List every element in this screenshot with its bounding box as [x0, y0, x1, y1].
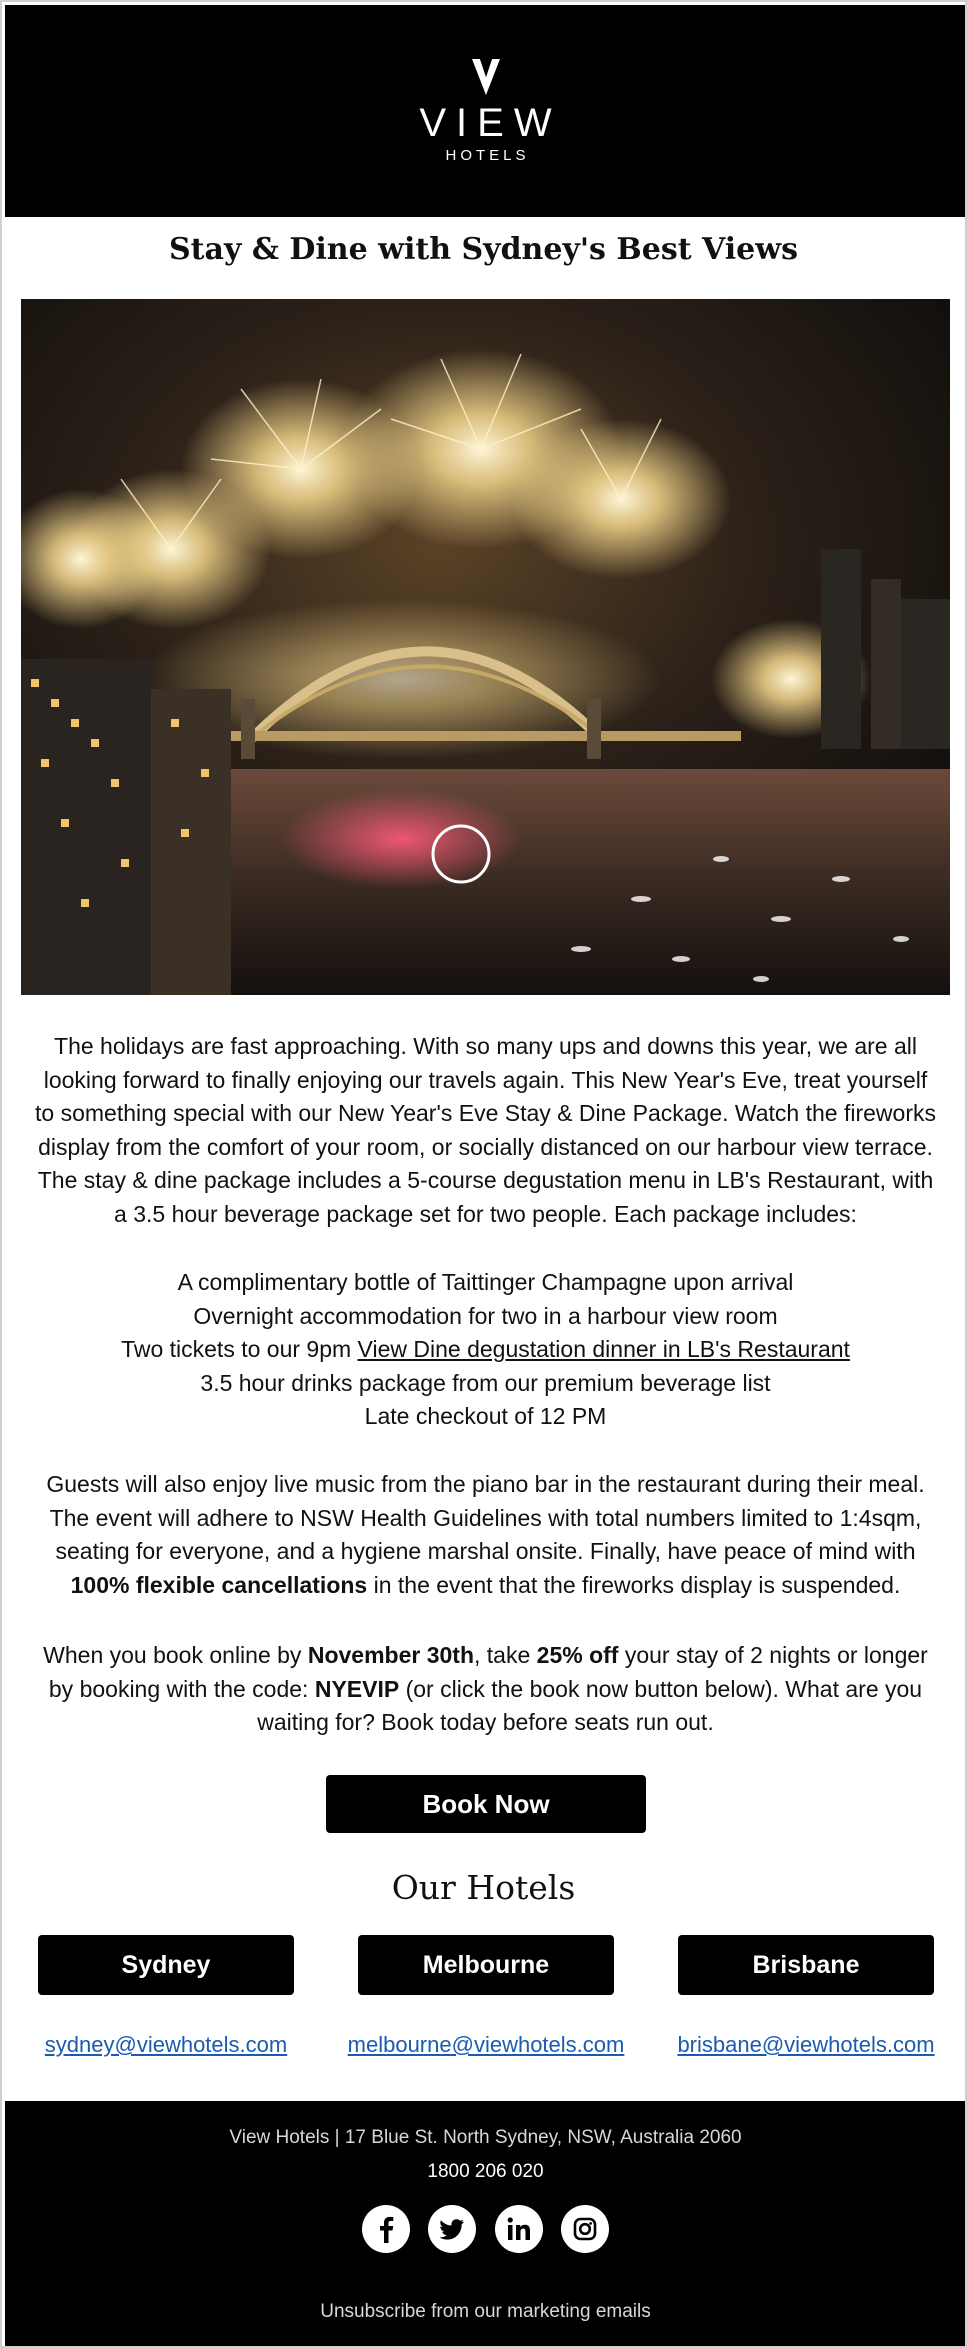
offer-discount: 25% off — [536, 1642, 619, 1668]
hero-fireworks-image — [21, 299, 950, 995]
offer-deadline: November 30th — [307, 1642, 474, 1668]
intro-paragraph: The holidays are fast approaching. With so many ups and downs this year, we are all looking forward to finally enjoying our travels again. This New Year's Eve, treat yourself to something special with our New Year's Eve Stay & Dine Package. Watch the fireworks display from the comfort of your room, or socially distanced on our harbour view terrace. The stay & dine package includes a 5-course degustation menu in LB's Restaurant, with a 3.5 hour beverage package set for two people. Each package includes: — [35, 1033, 936, 1227]
view-hotels-logo[interactable] — [5, 57, 966, 165]
footer-phone[interactable]: 1800 206 020 — [427, 2161, 544, 2182]
book-now-button[interactable]: Book Now — [326, 1775, 646, 1833]
logo-wordmark: VIEW — [419, 101, 562, 145]
footer-address: View Hotels | 17 Blue St. North Sydney, NSW, Australia 2060 — [229, 2127, 742, 2148]
social-links — [5, 2205, 966, 2253]
list-item: Two tickets to our 9pm View Dine degustation dinner in LB's Restaurant — [121, 1336, 850, 1363]
guests-paragraph: Guests will also enjoy live music from the piano bar in the restaurant during their meal. The event will adhere to NSW Health Guidelines with total numbers limited to 1:4sqm, seating for everyone, and a hygiene marshal onsite. Finally, have peace of mind with 100% flexible cancellations in the event that the fireworks display is suspended. — [46, 1471, 925, 1598]
offer-paragraph: When you book online by November 30th, take 25% off your stay of 2 nights or longer by booking with the code: NYEVIP (or click the book now button below). What are you waiting for? Book today before seats run out. — [43, 1642, 928, 1736]
unsubscribe-link[interactable]: Unsubscribe from our marketing emails — [320, 2301, 651, 2322]
our-hotels-heading: Our Hotels — [391, 1868, 576, 1907]
list-item: Overnight accommodation for two in a harbour view room — [193, 1302, 778, 1329]
twitter-icon[interactable] — [428, 2205, 476, 2253]
facebook-icon[interactable] — [362, 2205, 410, 2253]
email-footer — [5, 2101, 966, 2346]
melbourne-button[interactable]: Melbourne — [358, 1935, 614, 1995]
sydney-button[interactable]: Sydney — [38, 1935, 294, 1995]
flexible-cancellations-highlight: 100% flexible cancellations — [70, 1571, 368, 1598]
promo-code: NYEVIP — [314, 1675, 400, 1702]
list-item: 3.5 hour drinks package from our premium beverage list — [200, 1369, 771, 1396]
email-title: Stay & Dine with Sydney's Best Views — [169, 232, 798, 267]
instagram-icon[interactable] — [561, 2205, 609, 2253]
email-header — [5, 5, 966, 217]
logo-mark-icon — [468, 57, 504, 97]
linkedin-icon[interactable] — [495, 2205, 543, 2253]
sydney-email-link[interactable]: sydney@viewhotels.com — [44, 2032, 288, 2057]
degustation-dinner-link[interactable]: View Dine degustation dinner in LB's Restaurant — [357, 1336, 850, 1363]
package-includes-list — [32, 1266, 939, 1434]
brisbane-button[interactable]: Brisbane — [678, 1935, 934, 1995]
melbourne-email-link[interactable]: melbourne@viewhotels.com — [347, 2032, 625, 2057]
brisbane-email-link[interactable]: brisbane@viewhotels.com — [677, 2032, 935, 2057]
list-item: Late checkout of 12 PM — [364, 1403, 607, 1430]
logo-subtitle: HOTELS — [445, 147, 530, 164]
list-item: A complimentary bottle of Taittinger Champagne upon arrival — [177, 1269, 794, 1295]
